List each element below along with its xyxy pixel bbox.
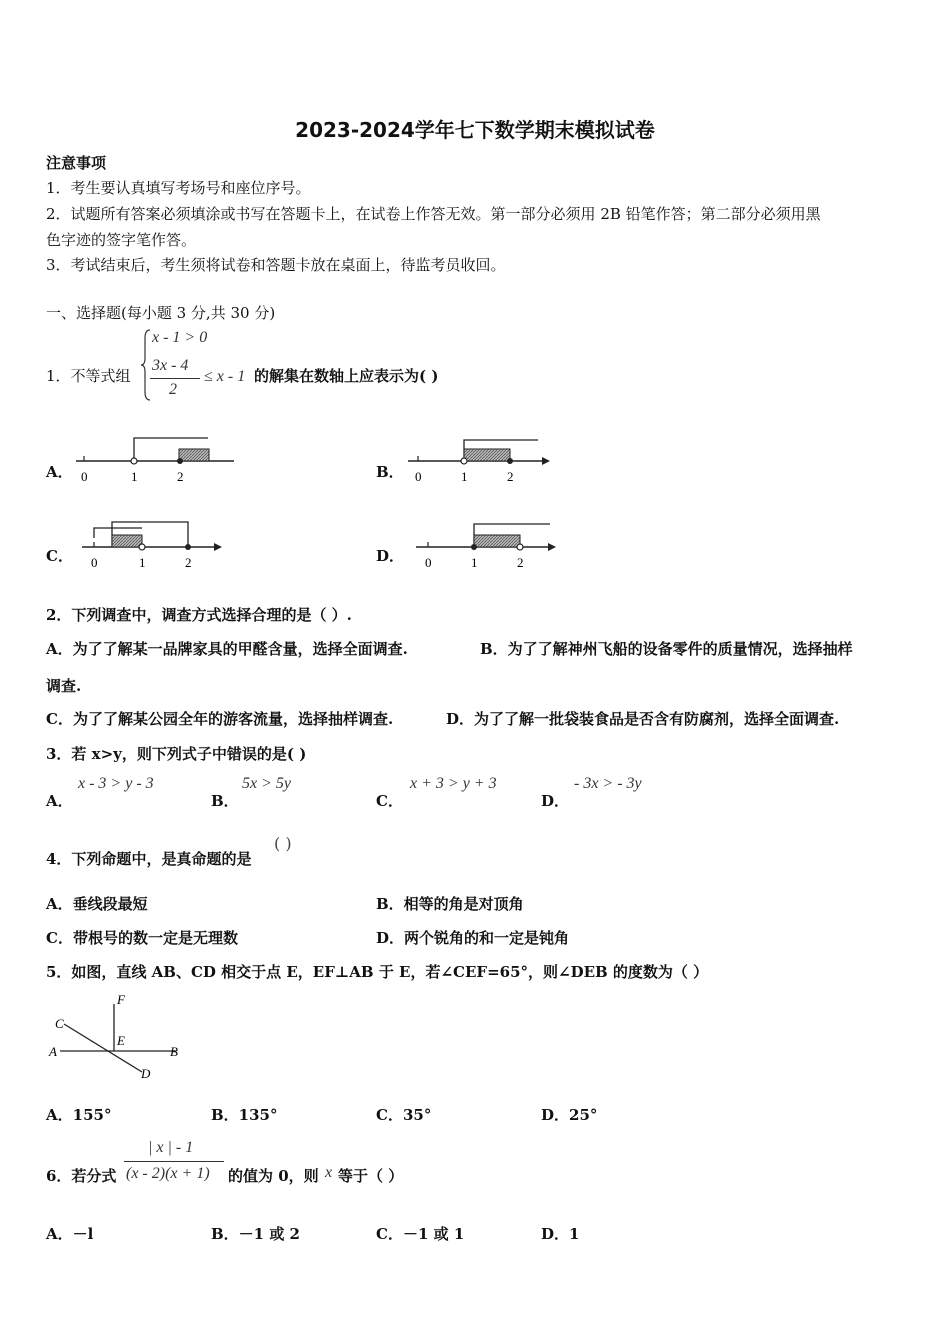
notice-item-2-cont: 色字迹的签字笔作答。 [46, 231, 197, 249]
fig-label-b: B [170, 1044, 178, 1059]
q3-label-c: C． [376, 792, 403, 810]
q6-option-d: D．1 [541, 1225, 580, 1243]
q5-option-c: C．35° [376, 1106, 432, 1124]
q2-option-b: B．为了了解神州飞船的设备零件的质量情况，选择抽样 [480, 640, 853, 658]
q4-stem: 4．下列命题中，是真命题的是 [46, 850, 252, 868]
q3-label-b: B． [211, 792, 239, 810]
notice-heading: 注意事项 [46, 154, 107, 172]
q2-option-a: A．为了了解某一品牌家具的甲醛含量，选择全面调查. [46, 640, 408, 658]
q2-option-b-cont: 调查. [46, 677, 82, 695]
q6-frac-den: (x - 2)(x + 1) [126, 1165, 210, 1182]
fig-label-e: E [117, 1033, 125, 1048]
tick-label-0: 0 [425, 555, 432, 570]
fig-label-a: A [49, 1044, 57, 1059]
q5-option-d: D．25° [541, 1106, 598, 1124]
q3-expr-a: x - 3 > y - 3 [78, 775, 154, 792]
page-title: 2023-2024学年七下数学期末模拟试卷 [295, 118, 655, 142]
q1-prefix: 1．不等式组 [46, 367, 131, 385]
fig-label-c: C [55, 1016, 64, 1031]
notice-item-2: 2．试题所有答案必须填涂或书写在答题卡上，在试卷上作答无效。第一部分必须用 2B 铅笔作答；第二部分必须用黑 [46, 205, 821, 223]
tick-label-1: 1 [139, 555, 146, 570]
q4-paren: ( ) [274, 834, 292, 853]
q6-frac-num: | x | - 1 [148, 1139, 194, 1156]
q3-expr-b: 5x > 5y [242, 775, 291, 792]
q1-label-d: D． [376, 547, 405, 565]
q6-frac-bar [124, 1161, 224, 1162]
q2-stem: 2．下列调查中，调查方式选择合理的是（ ）. [46, 606, 352, 624]
q5-figure [44, 992, 194, 1084]
q3-expr-c: x + 3 > y + 3 [410, 775, 497, 792]
q1-numberline-d [412, 516, 562, 576]
q4-option-d: D．两个锐角的和一定是钝角 [376, 929, 570, 947]
tick-label-0: 0 [91, 555, 98, 570]
q1-label-c: C． [46, 547, 73, 565]
notice-item-1: 1．考生要认真填写考场号和座位序号。 [46, 179, 311, 197]
section-heading: 一、选择题(每小题 3 分,共 30 分) [46, 304, 276, 322]
tick-label-1: 1 [131, 469, 138, 484]
notice-item-3: 3．考试结束后，考生须将试卷和答题卡放在桌面上，待监考员收回。 [46, 256, 506, 274]
q4-option-a: A．垂线段最短 [46, 895, 148, 913]
q1-suffix: 的解集在数轴上应表示为( ) [254, 367, 439, 385]
q6-option-a: A．－l [46, 1225, 94, 1243]
q4-option-b: B．相等的角是对顶角 [376, 895, 524, 913]
q1-brace [140, 328, 152, 402]
q2-option-d: D．为了了解一批袋装食品是否含有防腐剂，选择全面调查. [446, 710, 840, 728]
q1-numberline-c [78, 516, 228, 576]
q3-stem: 3．若 x>y，则下列式子中错误的是( ) [46, 745, 307, 763]
q1-frac-bar [150, 378, 200, 379]
tick-label-2: 2 [185, 555, 192, 570]
q1-ineq-1: x - 1 > 0 [152, 329, 208, 346]
q1-frac-den: 2 [169, 381, 177, 398]
tick-label-2: 2 [177, 469, 184, 484]
q6-suffix-pre: 的值为 0，则 [228, 1167, 319, 1185]
q1-frac-num: 3x - 4 [152, 357, 189, 374]
fig-label-f: F [117, 992, 125, 1007]
q1-numberline-b [404, 432, 554, 492]
q1-numberline-a [72, 432, 242, 492]
tick-label-0: 0 [415, 469, 422, 484]
fig-label-d: D [141, 1066, 151, 1081]
q5-option-a: A．155° [46, 1106, 112, 1124]
q3-label-d: D． [541, 792, 570, 810]
q5-stem: 5．如图，直线 AB、CD 相交于点 E，EF⊥AB 于 E，若∠CEF=65°，则∠DEB 的度数为（ ） [46, 963, 709, 981]
q6-suffix-post: 等于（ ） [338, 1167, 404, 1185]
q3-label-a: A． [46, 792, 73, 810]
tick-label-0: 0 [81, 469, 88, 484]
q6-suffix-var: x [325, 1164, 333, 1181]
q4-option-c: C．带根号的数一定是无理数 [46, 929, 238, 947]
tick-label-1: 1 [461, 469, 468, 484]
tick-label-2: 2 [517, 555, 524, 570]
q6-option-b: B．－1 或 2 [211, 1225, 300, 1243]
q6-option-c: C．－1 或 1 [376, 1225, 465, 1243]
q5-option-b: B．135° [211, 1106, 278, 1124]
q3-expr-d: - 3x > - 3y [574, 775, 642, 792]
q1-label-a: A． [46, 463, 73, 481]
tick-label-1: 1 [471, 555, 478, 570]
q2-option-c: C．为了了解某公园全年的游客流量，选择抽样调查. [46, 710, 394, 728]
q1-frac-rest: ≤ x - 1 [204, 368, 246, 385]
q6-prefix: 6．若分式 [46, 1167, 117, 1185]
tick-label-2: 2 [507, 469, 514, 484]
q1-label-b: B． [376, 463, 404, 481]
